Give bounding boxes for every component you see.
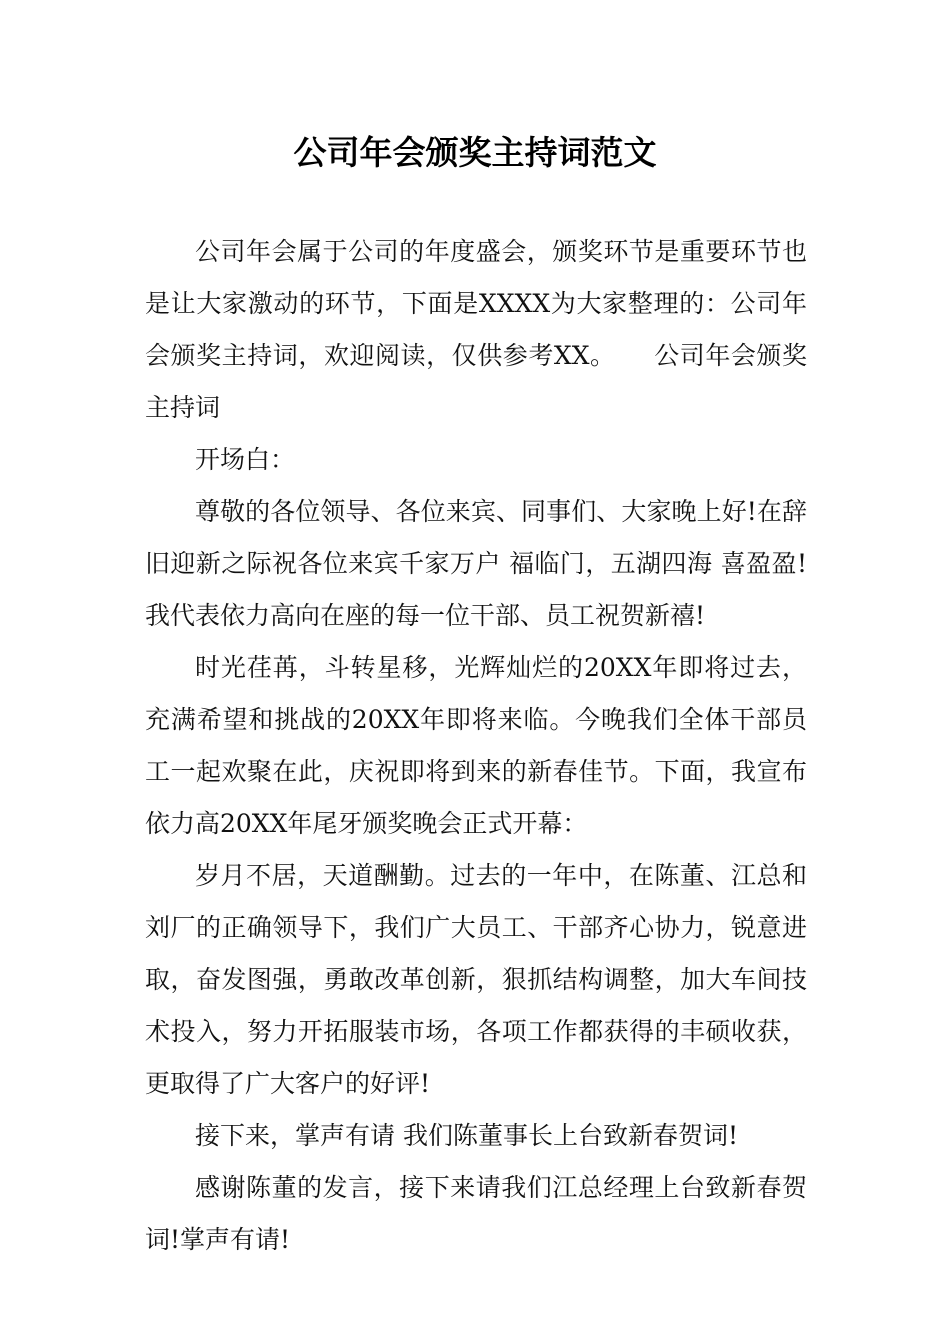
paragraph-invite-chairman: 接下来，掌声有请 我们陈董事长上台致新春贺词! bbox=[195, 1121, 738, 1150]
paragraph-invite-manager: 感谢陈董的发言，接下来请我们江总经理上台致新春贺词!掌声有请! bbox=[145, 1173, 807, 1254]
paragraph-time-passing: 时光荏苒，斗转星移，光辉灿烂的20XX年即将过去，充满希望和挑战的20XX年即将来临。今晚我们全体干部员工一起欢聚在此，庆祝即将到来的新春佳节。下面，我宣布依力高20XX年尾牙颁奖晚会正式开幕： bbox=[145, 653, 807, 838]
document-title: 公司年会颁奖主持词范文 bbox=[293, 133, 657, 172]
paragraph-greeting: 尊敬的各位领导、各位来宾、同事们、大家晚上好!在辞旧迎新之际祝各位来宾千家万户 福临门，五湖四海 喜盈盈!我代表依力高向在座的每一位干部、员工祝贺新禧! bbox=[145, 497, 807, 630]
paragraph-year-review: 岁月不居，天道酬勤。过去的一年中，在陈董、江总和刘厂的正确领导下，我们广大员工、干部齐心协力，锐意进取，奋发图强，勇敢改革创新，狠抓结构调整，加大车间技术投入，努力开拓服装市场，各项工作都获得的丰硕收获，更取得了广大客户的好评! bbox=[145, 861, 807, 1098]
paragraph-intro: 公司年会属于公司的年度盛会，颁奖环节是重要环节也是让大家激动的环节，下面是XXXX为大家整理的：公司年会颁奖主持词，欢迎阅读，仅供参考XX。 公司年会颁奖主持词 bbox=[145, 237, 807, 422]
document-body bbox=[145, 226, 807, 1266]
paragraph-opening-label: 开场白： bbox=[195, 445, 296, 474]
